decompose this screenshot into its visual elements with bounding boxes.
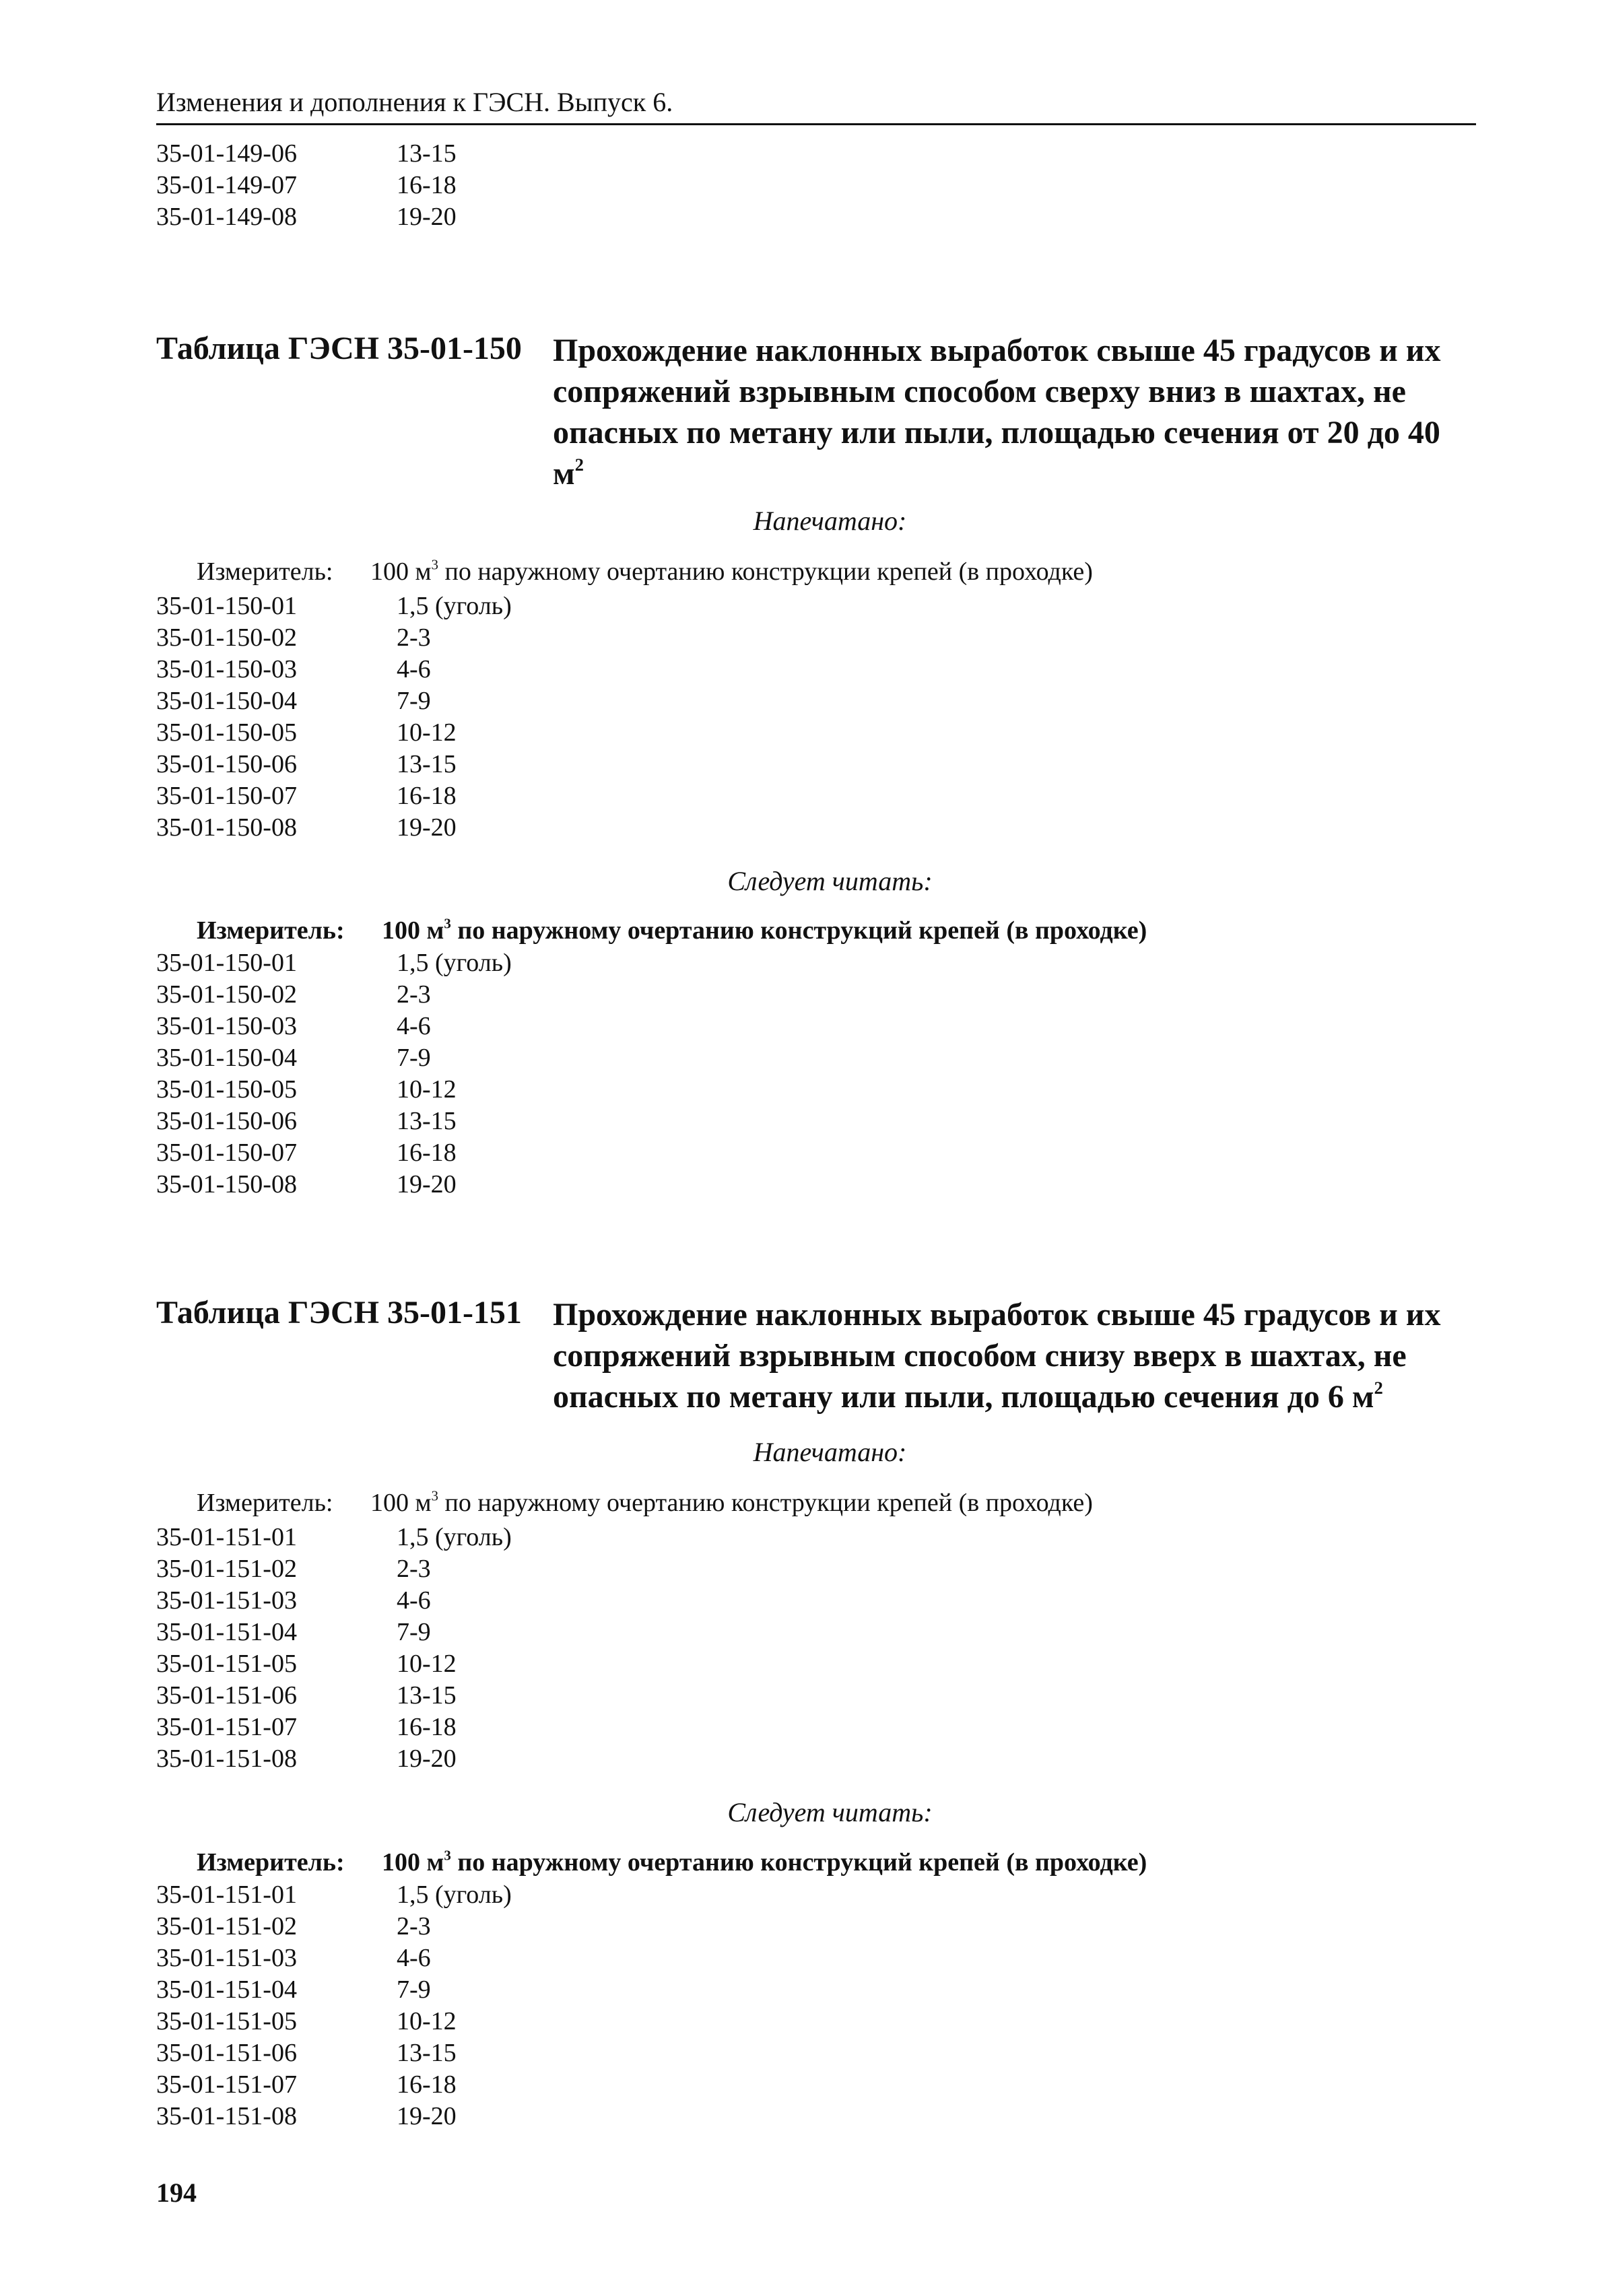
measure-pre: 100 м bbox=[382, 916, 444, 945]
printed-label: Напечатано: bbox=[753, 1437, 907, 1467]
read-heading bbox=[0, 865, 1606, 897]
measure-post: по наружному очертанию конструкции крепей (в проходке) bbox=[438, 558, 1093, 586]
read-label: Следует читать: bbox=[727, 866, 933, 896]
row-value: 10-12 bbox=[397, 1075, 457, 1104]
row-value: 13-15 bbox=[397, 139, 457, 168]
row-value: 19-20 bbox=[397, 1170, 457, 1198]
row-value: 19-20 bbox=[397, 203, 457, 231]
table-150-title bbox=[553, 330, 1482, 494]
measure-sup: 3 bbox=[444, 915, 451, 932]
row-code: 35-01-151-04 bbox=[156, 1618, 297, 1646]
measure-pre: 100 м bbox=[370, 1489, 432, 1517]
page-number: 194 bbox=[156, 2177, 197, 2208]
row-value: 16-18 bbox=[397, 171, 457, 199]
printed-heading bbox=[0, 505, 1606, 537]
row-value: 2-3 bbox=[397, 1912, 431, 1940]
title-line: Прохождение наклонных выработок свыше 45 градусов и их bbox=[553, 1297, 1441, 1332]
measure-sup: 3 bbox=[431, 1487, 438, 1504]
table-151-title bbox=[553, 1294, 1482, 1417]
row-value: 13-15 bbox=[397, 2039, 457, 2067]
row-value: 19-20 bbox=[397, 1745, 457, 1773]
row-value: 2-3 bbox=[397, 980, 431, 1009]
row-code: 35-01-151-06 bbox=[156, 1681, 297, 1710]
row-code: 35-01-151-03 bbox=[156, 1586, 297, 1615]
measure-label: Измеритель: bbox=[197, 558, 333, 586]
row-code: 35-01-151-01 bbox=[156, 1881, 297, 1909]
row-code: 35-01-150-06 bbox=[156, 750, 297, 778]
title-line-last bbox=[553, 1376, 1482, 1417]
measure-label: Измеритель: bbox=[197, 1489, 333, 1517]
measure-post: по наружному очертанию конструкций крепей (в проходке) bbox=[450, 1848, 1147, 1877]
measure-post: по наружному очертанию конструкций крепей (в проходке) bbox=[450, 916, 1147, 945]
row-code: 35-01-150-01 bbox=[156, 949, 297, 977]
row-value: 7-9 bbox=[397, 1044, 431, 1072]
row-code: 35-01-150-08 bbox=[156, 813, 297, 842]
title-line: опасных по метану или пыли, площадью сечения от 20 до 40 bbox=[553, 415, 1440, 450]
measure-pre: 100 м bbox=[370, 558, 432, 586]
row-code: 35-01-151-08 bbox=[156, 1745, 297, 1773]
row-code: 35-01-151-07 bbox=[156, 1713, 297, 1741]
row-value: 10-12 bbox=[397, 718, 457, 747]
row-value: 7-9 bbox=[397, 687, 431, 715]
measure-sup: 3 bbox=[444, 1847, 451, 1864]
measure-post: по наружному очертанию конструкции крепей (в проходке) bbox=[438, 1489, 1093, 1517]
title-line: Прохождение наклонных выработок свыше 45 градусов и их bbox=[553, 333, 1441, 368]
measure-text bbox=[382, 1848, 1147, 1877]
row-code: 35-01-150-08 bbox=[156, 1170, 297, 1198]
row-value: 2-3 bbox=[397, 623, 431, 652]
row-code: 35-01-151-04 bbox=[156, 1976, 297, 2004]
title-line: сопряжений взрывным способом снизу вверх в шахтах, не bbox=[553, 1338, 1407, 1374]
row-code: 35-01-149-07 bbox=[156, 171, 297, 199]
row-code: 35-01-150-03 bbox=[156, 655, 297, 683]
table-151-lead: Таблица ГЭСН 35-01-151 bbox=[156, 1295, 522, 1330]
row-value: 4-6 bbox=[397, 1586, 431, 1615]
title-last-text: опасных по метану или пыли, площадью сечения до 6 м bbox=[553, 1379, 1374, 1415]
row-code: 35-01-151-05 bbox=[156, 1650, 297, 1678]
row-code: 35-01-150-05 bbox=[156, 1075, 297, 1104]
measure-label: Измеритель: bbox=[197, 916, 345, 945]
row-code: 35-01-150-07 bbox=[156, 782, 297, 810]
row-code: 35-01-151-06 bbox=[156, 2039, 297, 2067]
row-value: 16-18 bbox=[397, 1713, 457, 1741]
row-value: 16-18 bbox=[397, 1139, 457, 1167]
title-unit: м bbox=[553, 456, 575, 492]
row-code: 35-01-151-07 bbox=[156, 2070, 297, 2099]
row-value: 1,5 (уголь) bbox=[397, 1881, 512, 1909]
row-value: 13-15 bbox=[397, 1107, 457, 1135]
row-code: 35-01-150-07 bbox=[156, 1139, 297, 1167]
row-code: 35-01-151-03 bbox=[156, 1944, 297, 1972]
row-value: 4-6 bbox=[397, 1944, 431, 1972]
row-value: 19-20 bbox=[397, 813, 457, 842]
row-code: 35-01-150-02 bbox=[156, 980, 297, 1009]
title-unit-sup: 2 bbox=[574, 454, 584, 475]
measure-label: Измеритель: bbox=[197, 1848, 345, 1877]
row-code: 35-01-150-04 bbox=[156, 687, 297, 715]
row-value: 19-20 bbox=[397, 2102, 457, 2130]
row-value: 10-12 bbox=[397, 2007, 457, 2035]
row-value: 10-12 bbox=[397, 1650, 457, 1678]
measure-pre: 100 м bbox=[382, 1848, 444, 1877]
header-rule bbox=[156, 123, 1476, 125]
row-code: 35-01-150-02 bbox=[156, 623, 297, 652]
row-value: 4-6 bbox=[397, 1012, 431, 1040]
read-heading bbox=[0, 1796, 1606, 1828]
row-code: 35-01-149-08 bbox=[156, 203, 297, 231]
row-value: 16-18 bbox=[397, 2070, 457, 2099]
row-value: 4-6 bbox=[397, 655, 431, 683]
measure-text bbox=[382, 916, 1147, 945]
title-line-unit bbox=[553, 453, 1482, 494]
title-line: сопряжений взрывным способом сверху вниз в шахтах, не bbox=[553, 374, 1406, 409]
row-code: 35-01-151-02 bbox=[156, 1912, 297, 1940]
printed-label: Напечатано: bbox=[753, 506, 907, 536]
row-value: 1,5 (уголь) bbox=[397, 592, 512, 620]
running-header: Изменения и дополнения к ГЭСН. Выпуск 6. bbox=[156, 87, 673, 117]
row-code: 35-01-150-06 bbox=[156, 1107, 297, 1135]
title-unit-sup: 2 bbox=[1374, 1378, 1383, 1398]
row-code: 35-01-150-03 bbox=[156, 1012, 297, 1040]
row-code: 35-01-151-05 bbox=[156, 2007, 297, 2035]
row-code: 35-01-151-08 bbox=[156, 2102, 297, 2130]
row-code: 35-01-150-01 bbox=[156, 592, 297, 620]
row-value: 1,5 (уголь) bbox=[397, 1523, 512, 1551]
table-150-lead: Таблица ГЭСН 35-01-150 bbox=[156, 331, 522, 366]
printed-heading bbox=[0, 1436, 1606, 1468]
row-value: 7-9 bbox=[397, 1618, 431, 1646]
row-value: 7-9 bbox=[397, 1976, 431, 2004]
row-code: 35-01-150-04 bbox=[156, 1044, 297, 1072]
row-value: 13-15 bbox=[397, 750, 457, 778]
read-label: Следует читать: bbox=[727, 1797, 933, 1827]
row-code: 35-01-149-06 bbox=[156, 139, 297, 168]
row-code: 35-01-151-02 bbox=[156, 1555, 297, 1583]
measure-sup: 3 bbox=[431, 556, 438, 573]
measure-text bbox=[370, 1488, 1093, 1518]
row-code: 35-01-151-01 bbox=[156, 1523, 297, 1551]
row-value: 16-18 bbox=[397, 782, 457, 810]
row-value: 13-15 bbox=[397, 1681, 457, 1710]
row-value: 2-3 bbox=[397, 1555, 431, 1583]
measure-text bbox=[370, 557, 1093, 586]
row-code: 35-01-150-05 bbox=[156, 718, 297, 747]
row-value: 1,5 (уголь) bbox=[397, 949, 512, 977]
